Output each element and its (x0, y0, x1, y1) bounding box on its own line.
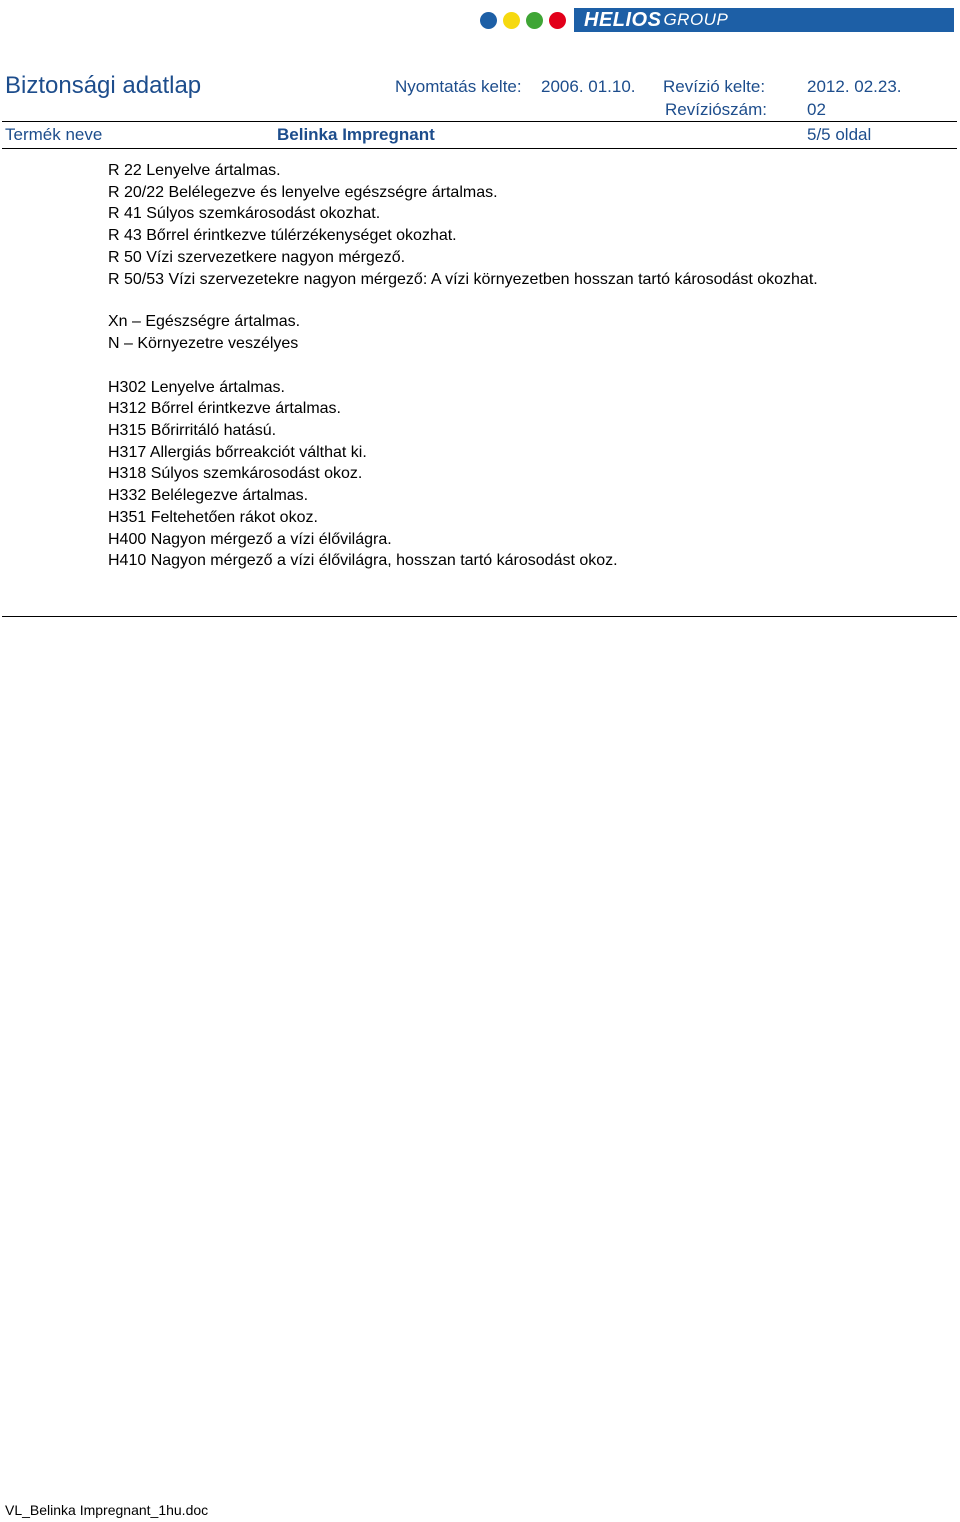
document-title: Biztonsági adatlap (5, 72, 202, 99)
logo-wordmark (574, 8, 954, 32)
r-phrase: R 50/53 Vízi szervezetekre nagyon mérgező: A vízi környezetben hosszan tartó károsodást okozhat. (108, 270, 818, 288)
h-statement: H351 Feltehetően rákot okoz. (108, 508, 318, 526)
hazard-symbol: N – Környezetre veszélyes (108, 334, 299, 352)
h-statement: H318 Súlyos szemkárosodást okoz. (108, 465, 363, 483)
h-statement: H400 Nagyon mérgező a vízi élővilágra. (108, 530, 392, 548)
hazard-content (108, 160, 888, 572)
r-phrase: R 43 Bőrrel érintkezve túlérzékenységet okozhat. (108, 227, 457, 245)
product-label: Termék neve (5, 125, 103, 144)
h-statement: H410 Nagyon mérgező a vízi élővilágra, hosszan tartó károsodást okoz. (108, 552, 618, 570)
header-bottom-divider (2, 148, 957, 149)
header-divider (2, 121, 957, 122)
revision-date-label: Revízió kelte: (663, 77, 766, 96)
logo-dot-green (526, 12, 543, 29)
r-phrase: R 41 Súlyos szemkárosodást okozhat. (108, 205, 381, 223)
hazard-symbol: Xn – Egészségre ártalmas. (108, 313, 301, 331)
logo-suffix: GROUP (663, 10, 729, 29)
logo-dot-blue (480, 12, 497, 29)
h-statement: H312 Bőrrel érintkezve ártalmas. (108, 400, 341, 418)
r-phrase: R 22 Lenyelve ártalmas. (108, 162, 281, 179)
page-number: 5/5 oldal (807, 125, 872, 144)
r-phrase: R 20/22 Belélegezve és lenyelve egészségre ártalmas. (108, 183, 498, 201)
print-date: 2006. 01.10. (541, 77, 636, 96)
revision-number-label: Revíziószám: (665, 100, 768, 119)
company-logo (480, 8, 954, 32)
product-name: Belinka Impregnant (277, 125, 435, 144)
h-statement: H317 Allergiás bőrreakciót válthat ki. (108, 443, 367, 461)
h-statement: H302 Lenyelve ártalmas. (108, 378, 285, 396)
footer-filename: VL_Belinka Impregnant_1hu.doc (5, 1502, 209, 1518)
logo-brand: HELIOS (584, 8, 662, 31)
logo-dot-red (549, 12, 566, 29)
revision-number: 02 (807, 100, 826, 119)
h-statement: H332 Belélegezve ártalmas. (108, 487, 309, 505)
content-end-divider (2, 616, 957, 617)
h-statement: H315 Bőrirritáló hatású. (108, 422, 277, 440)
revision-date: 2012. 02.23. (807, 77, 902, 96)
r-phrase: R 50 Vízi szervezetkere nagyon mérgező. (108, 248, 406, 266)
logo-dot-yellow (503, 12, 520, 29)
print-date-label: Nyomtatás kelte: (395, 77, 522, 96)
